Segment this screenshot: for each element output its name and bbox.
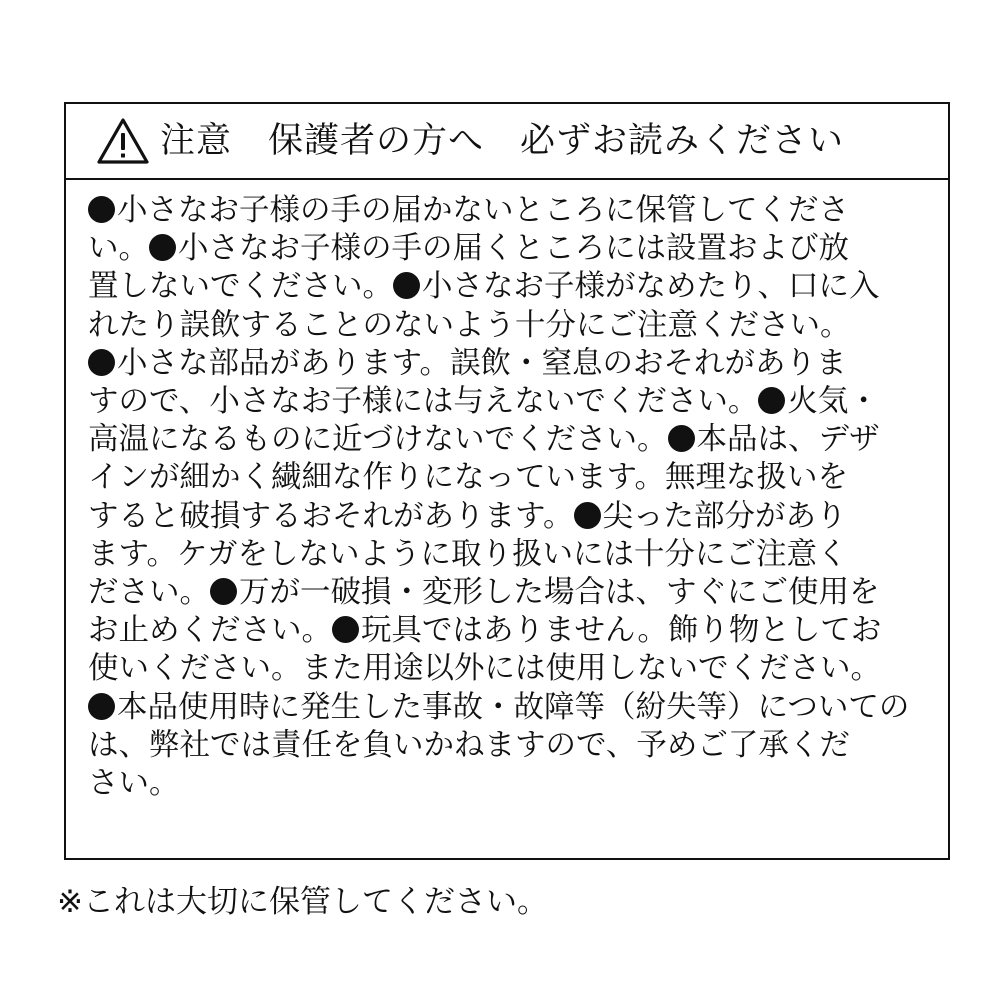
bullet-icon — [668, 425, 695, 452]
notice-text: インが細かく繊細な作りになっています。無理な扱いを — [88, 460, 849, 496]
notice-text: ます。ケガをしないように取り扱いには十分にご注意く — [88, 536, 848, 572]
notice-text: 本品使用時に発生した事故・故障等（紛失等）についての — [117, 689, 910, 725]
bullet-icon — [88, 196, 115, 223]
notice-text: れたり誤飲することのないよう十分にご注意ください。 — [88, 307, 851, 343]
notice-text: お止めください。 — [88, 613, 332, 649]
caution-notice-box — [64, 102, 950, 860]
notice-text: すると破損するおそれがあります。 — [88, 498, 574, 534]
notice-text: 使いください。また用途以外には使用しないでください。 — [88, 651, 881, 687]
bullet-icon — [574, 502, 601, 529]
notice-line — [88, 421, 926, 459]
notice-line — [88, 727, 926, 765]
notice-line — [88, 765, 926, 803]
notice-line — [88, 307, 926, 345]
notice-text: 玩具ではありません。飾り物としてお — [361, 613, 882, 649]
notice-text: ださい。 — [88, 575, 210, 611]
notice-text: 小さなお子様がなめたり、口に入 — [422, 269, 880, 305]
notice-text: 小さなお子様の手の届かないところに保管してくださ — [117, 193, 849, 228]
bullet-icon — [758, 387, 785, 414]
notice-text: 尖った部分があり — [602, 498, 847, 534]
notice-line — [88, 574, 926, 612]
notice-text: 小さな部品があります。誤飲・窒息のおそれがありま — [117, 345, 847, 381]
bullet-icon — [149, 234, 176, 261]
notice-line — [88, 268, 926, 306]
notice-text: い。 — [88, 231, 149, 267]
bullet-icon — [88, 349, 115, 376]
warning-triangle-icon — [96, 117, 150, 165]
bullet-icon — [88, 693, 115, 720]
notice-text: 置しないでください。 — [88, 269, 393, 305]
notice-text: は、弊社では責任を負いかねますので、予めご了承くだ — [88, 727, 850, 763]
notice-text: 火気・ — [787, 384, 879, 420]
notice-text: さい。 — [88, 766, 180, 802]
notice-line — [88, 230, 926, 268]
notice-text: 小さなお子様の手の届くところには設置および放 — [178, 231, 849, 267]
notice-title: 注意 保護者の方へ 必ずお読みください — [160, 120, 845, 161]
bullet-icon — [393, 272, 420, 299]
notice-line — [88, 459, 926, 497]
footnote: ※これは大切に保管してください。 — [57, 884, 548, 920]
notice-line — [88, 650, 926, 688]
bullet-icon — [332, 616, 359, 643]
notice-line — [88, 498, 926, 536]
notice-text: 本品は、デザ — [696, 422, 880, 458]
notice-line — [88, 689, 926, 727]
notice-header — [66, 104, 948, 180]
notice-line — [88, 383, 926, 421]
notice-line — [88, 192, 926, 230]
bullet-icon — [210, 578, 237, 605]
notice-text: 高温になるものに近づけないでください。 — [88, 422, 668, 458]
notice-text: 万が一破損・変形した場合は、すぐにご使用を — [239, 575, 880, 611]
notice-line — [88, 345, 926, 383]
notice-line — [88, 612, 926, 650]
notice-text: すので、小さなお子様には与えないでください。 — [88, 384, 759, 420]
notice-line — [88, 536, 926, 574]
notice-body — [66, 180, 948, 803]
